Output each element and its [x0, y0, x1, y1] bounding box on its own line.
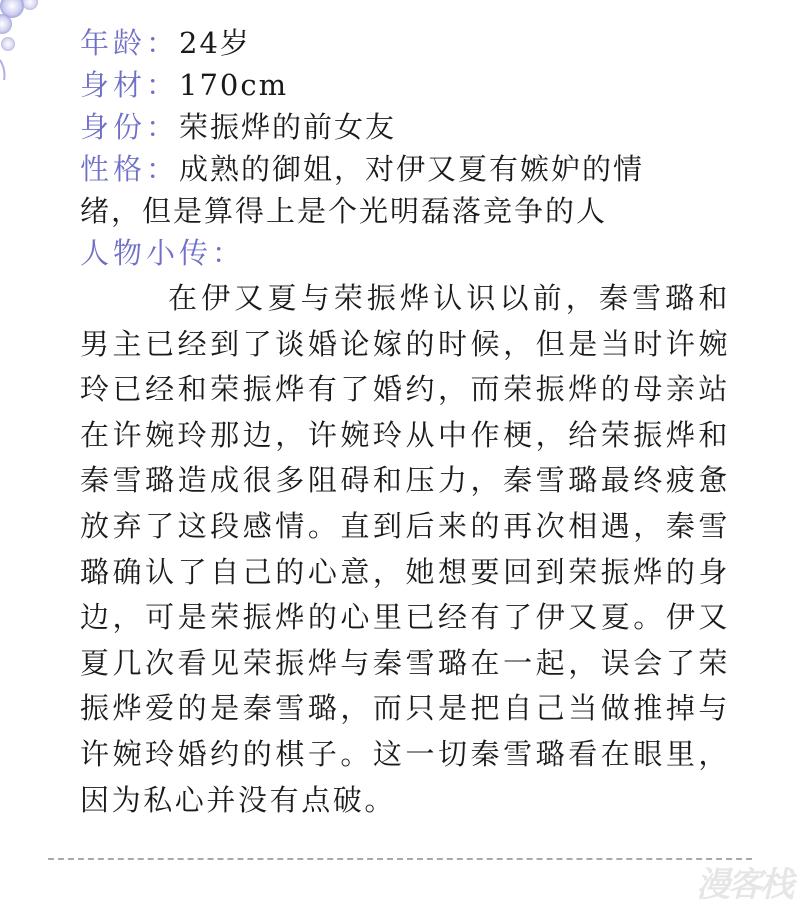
personality-label: 性格：: [80, 152, 180, 186]
identity-label: 身份：: [80, 110, 180, 144]
identity-value: 荣振烨的前女友: [179, 110, 397, 144]
flower-decoration-icon: [0, 0, 60, 80]
bio-text: 在伊又夏与荣振烨认识以前，秦雪璐和男主已经到了谈婚论嫁的时候，但是当时许婉玲已经和荣振烨有了婚约，而荣振烨的母亲站在许婉玲那边，许婉玲从中作梗，给荣振烨和秦雪璐造成很多阻碍和压力，秦雪璐最终疲惫放弃了这段感情。直到后来的再次相遇，秦雪璐确认了自己的心意，她想要回到荣振烨的身边，可是荣振烨的心里已经有了伊又夏。伊又夏几次看见荣振烨与秦雪璐在一起，误会了荣振烨爱的是秦雪璐，而只是把自己当做推掉与许婉玲婚约的棋子。这一切秦雪璐看在眼里，因为私心并没有点破。: [80, 281, 730, 817]
height-label: 身材：: [80, 68, 180, 102]
watermark: [670, 848, 800, 918]
age-row: [80, 22, 730, 64]
age-label: 年龄：: [80, 26, 180, 60]
bio-title: 人物小传：: [80, 236, 246, 270]
dashed-divider: [48, 858, 752, 860]
identity-row: [80, 106, 730, 148]
height-value: 170cm: [179, 68, 289, 102]
character-profile: [80, 22, 730, 823]
personality-value-line1: 成熟的御姐，对伊又夏有嫉妒的情: [179, 152, 645, 186]
age-value: 24岁: [179, 26, 251, 60]
personality-row: [80, 148, 730, 190]
height-row: [80, 64, 730, 106]
watermark-logo: 漫客栈: [696, 865, 792, 905]
personality-row-continued: [80, 190, 730, 232]
personality-value-line2: 绪，但是算得上是个光明磊落竞争的人: [80, 194, 608, 228]
